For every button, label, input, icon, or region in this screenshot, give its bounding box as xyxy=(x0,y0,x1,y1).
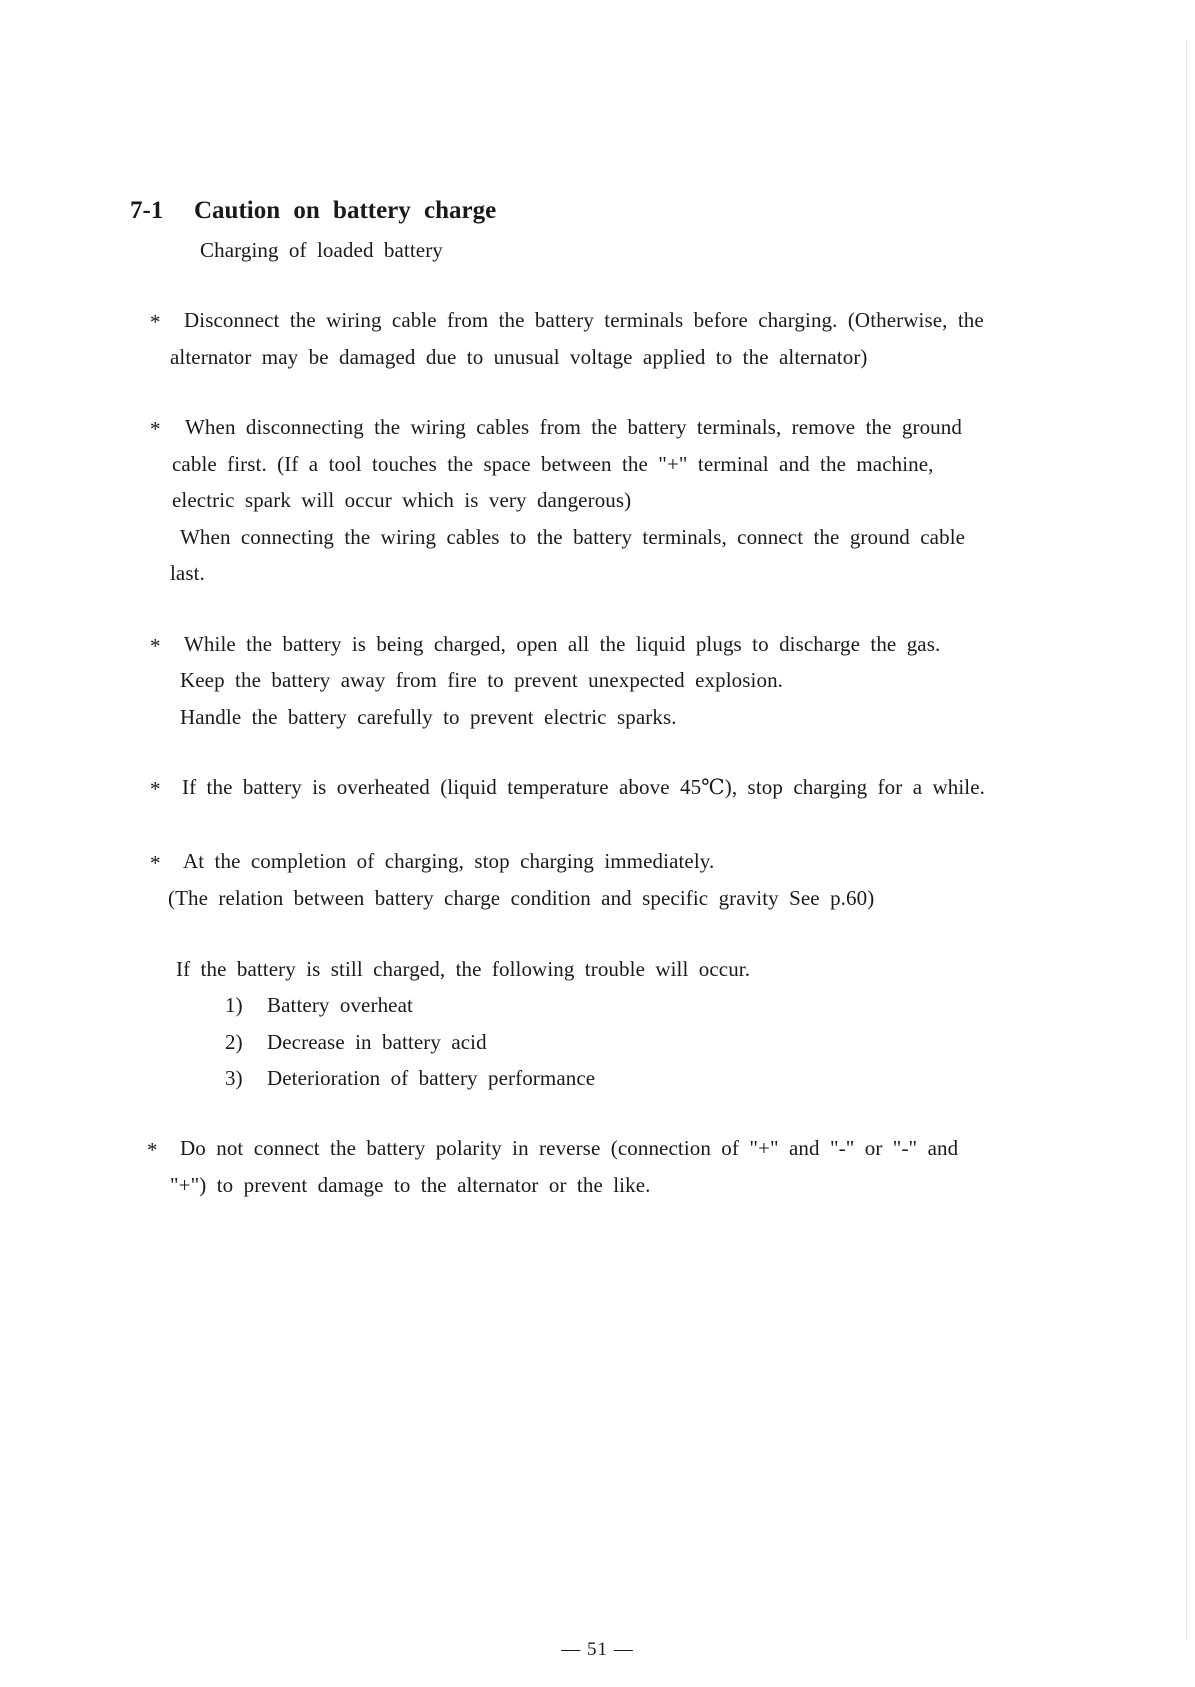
paragraph-3-line-1: While the battery is being charged, open all the liquid plugs to discharge the gas. xyxy=(184,632,941,656)
page-edge-line xyxy=(1186,40,1187,1640)
paragraph-2-line-3: electric spark will occur which is very dangerous) xyxy=(172,488,632,512)
bullet-marker: * xyxy=(150,634,161,658)
list-item-text: Deterioration of battery performance xyxy=(267,1066,596,1090)
section-title: Caution on battery charge xyxy=(194,197,497,224)
paragraph-2-line-5: last. xyxy=(170,561,205,585)
bullet-marker: * xyxy=(147,1138,158,1162)
list-item-number: 3) xyxy=(225,1066,243,1090)
paragraph-7-line-2: "+") to prevent damage to the alternator or the like. xyxy=(170,1173,651,1197)
section-subtitle: Charging of loaded battery xyxy=(200,238,443,262)
list-item-number: 2) xyxy=(225,1030,243,1054)
bullet-marker: * xyxy=(150,777,161,801)
section-number: 7-1 xyxy=(130,197,164,224)
bullet-marker: * xyxy=(150,851,161,875)
paragraph-2-line-4: When connecting the wiring cables to the battery terminals, connect the ground cable xyxy=(180,525,966,549)
paragraph-4-line-1: If the battery is overheated (liquid temperature above 45℃), stop charging for a while. xyxy=(182,775,985,799)
list-item-text: Decrease in battery acid xyxy=(267,1030,487,1054)
paragraph-5-line-1: At the completion of charging, stop charging immediately. xyxy=(183,849,715,873)
list-item-number: 1) xyxy=(225,993,243,1017)
list-item xyxy=(225,1028,487,1056)
paragraph-5-line-2: (The relation between battery charge condition and specific gravity See p.60) xyxy=(168,886,875,910)
bullet-marker: * xyxy=(150,310,161,334)
section-heading xyxy=(130,197,496,225)
list-item-text: Battery overheat xyxy=(267,993,413,1017)
paragraph-3-line-3: Handle the battery carefully to prevent electric sparks. xyxy=(180,705,677,729)
paragraph-1-line-1: Disconnect the wiring cable from the battery terminals before charging. (Otherwise, the xyxy=(184,308,984,332)
paragraph-6-intro: If the battery is still charged, the following trouble will occur. xyxy=(176,957,751,981)
paragraph-7-line-1: Do not connect the battery polarity in reverse (connection of "+" and "-" or "-" and xyxy=(180,1136,959,1160)
list-item xyxy=(225,1064,595,1092)
bullet-marker: * xyxy=(150,417,161,441)
paragraph-2-line-2: cable first. (If a tool touches the space between the "+" terminal and the machine, xyxy=(172,452,934,476)
paragraph-3-line-2: Keep the battery away from fire to prevent unexpected explosion. xyxy=(180,668,784,692)
list-item xyxy=(225,991,413,1019)
paragraph-2-line-1: When disconnecting the wiring cables from the battery terminals, remove the ground xyxy=(185,415,962,439)
paragraph-1-line-2: alternator may be damaged due to unusual voltage applied to the alternator) xyxy=(170,345,868,369)
page-number: — 51 — xyxy=(561,1639,634,1660)
